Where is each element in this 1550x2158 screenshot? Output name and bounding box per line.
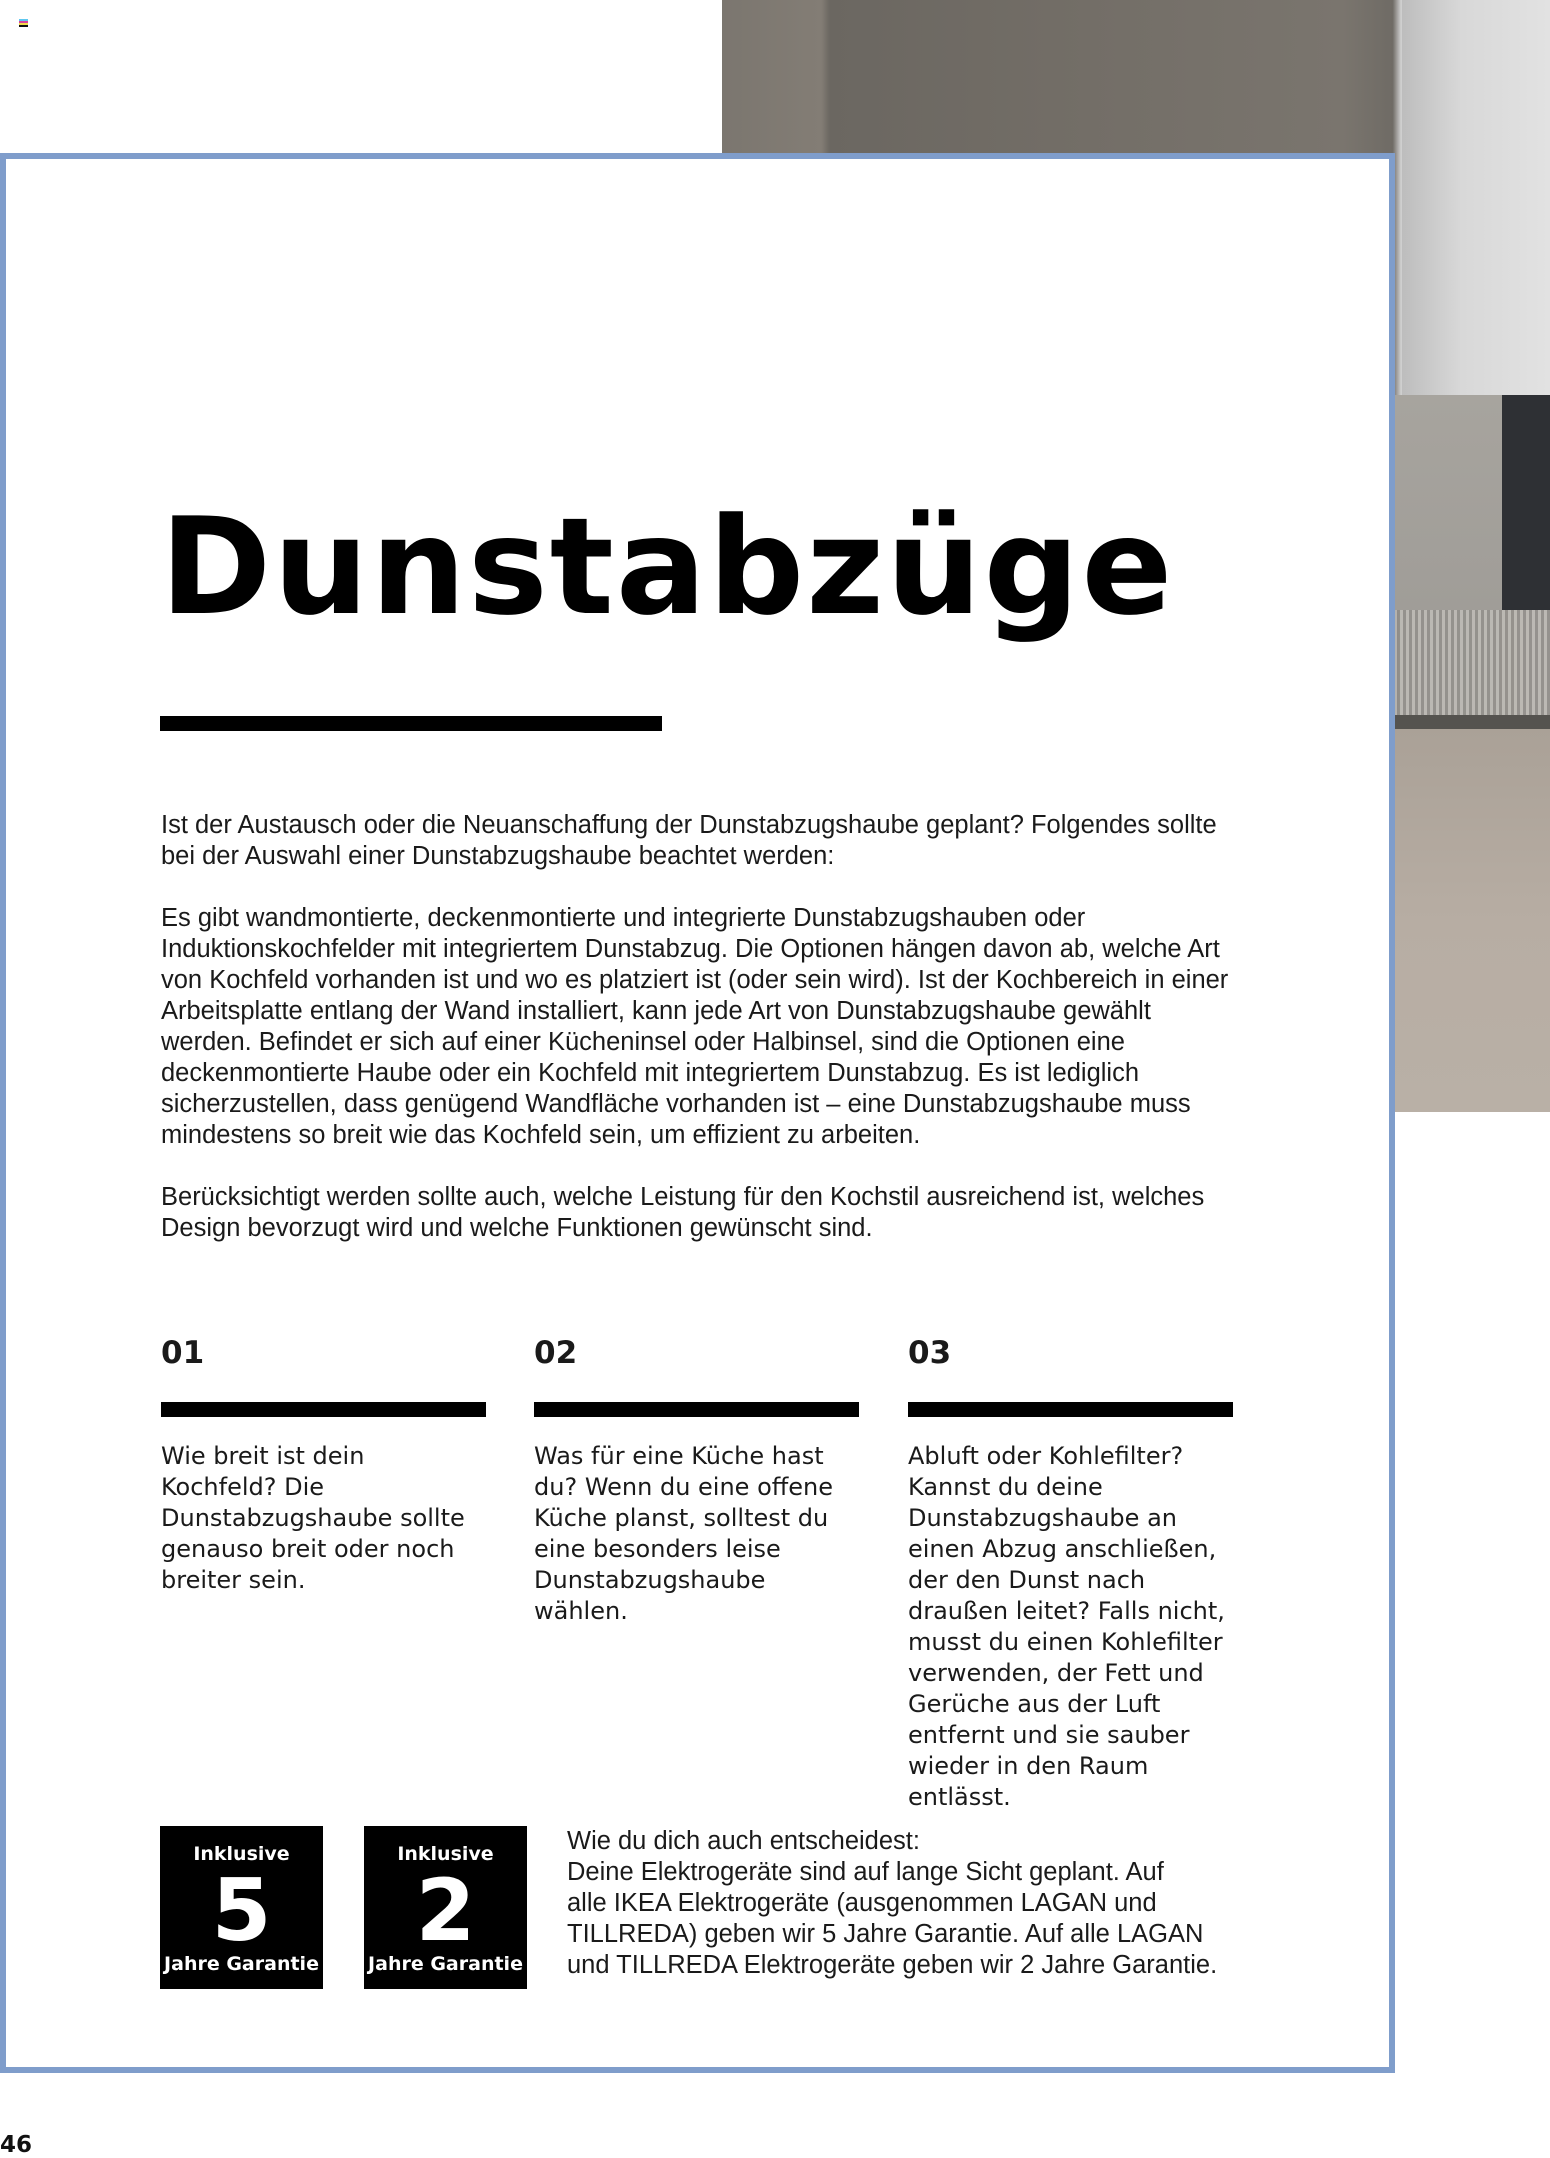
step-number: 03: [908, 1335, 952, 1371]
warranty-line: alle IKEA Elektrogeräte (ausgenommen LAGAN und: [567, 1889, 1157, 1917]
step-text: Was für eine Küche hast du? Wenn du eine offene Küche planst, solltest du eine besonders leise Dunstabzugshaube wählen.: [534, 1442, 834, 1625]
badge-top-label: Inklusive: [397, 1843, 494, 1865]
step-01: [161, 1335, 486, 1596]
photo-wall: [1402, 0, 1550, 400]
title-underline: [160, 716, 662, 731]
step-divider: [534, 1402, 859, 1417]
badge-bottom-label: Jahre Garantie: [368, 1953, 523, 1975]
badge-years: 5: [211, 1861, 272, 1961]
photo-hood-shadow: [1502, 395, 1550, 610]
step-text: Abluft oder Kohlefilter? Kannst du deine Dunstabzugshaube an einen Abzug anschließen, der den Dunst nach draußen leitet? Falls nicht, musst du einen Kohlefilter verwenden, der Fett und Gerüche aus der Luft entfernt und sie sauber wieder in den Raum entlässt.: [908, 1442, 1225, 1811]
step-divider: [908, 1402, 1233, 1417]
intro-text: [161, 810, 1241, 1275]
warranty-line: Deine Elektrogeräte sind auf lange Sicht geplant. Auf: [567, 1858, 1164, 1886]
step-number: 01: [161, 1335, 205, 1371]
intro-paragraph: Ist der Austausch oder die Neuanschaffung der Dunstabzugshaube geplant? Folgendes sollte bei der Auswahl einer Dunstabzugshaube beachtet werden:: [161, 811, 1217, 870]
step-text: Wie breit ist dein Kochfeld? Die Dunstabzugshaube sollte genauso breit oder noch breiter sein.: [161, 1442, 465, 1594]
warranty-line: und TILLREDA Elektrogeräte geben wir 2 Jahre Garantie.: [567, 1951, 1218, 1979]
step-02: [534, 1335, 859, 1627]
print-color-mark-icon: [19, 19, 28, 28]
page-number: 46: [0, 2132, 33, 2158]
page-title: Dunstabzüge: [160, 489, 1175, 645]
steps-section: [161, 1335, 1233, 1811]
step-03: [908, 1335, 1233, 1813]
badge-bottom-label: Jahre Garantie: [164, 1953, 319, 1975]
badge-top-label: Inklusive: [193, 1843, 290, 1865]
warranty-line: Wie du dich auch entscheidest:: [567, 1827, 920, 1855]
warranty-badge-2-years: [364, 1826, 527, 1989]
intro-paragraph: Berücksichtigt werden sollte auch, welche Leistung für den Kochstil ausreichend ist, welches Design bevorzugt wird und welche Funktionen gewünscht sind.: [161, 1183, 1205, 1242]
step-number: 02: [534, 1335, 578, 1371]
intro-paragraph: Es gibt wandmontierte, deckenmontierte und integrierte Dunstabzugshauben oder Induktionskochfelder mit integriertem Dunstabzug. Die Optionen hängen davon ab, welche Art von Kochfeld vorhanden ist und wo es platziert ist (oder sein wird). Ist der Kochbereich in einer Arbeitsplatte entlang der Wand installiert, kann jede Art von Dunstabzugshaube gewählt werden. Befindet er sich auf einer Kücheninsel oder Halbinsel, sind die Optionen eine deckenmontierte Haube oder ein Kochfeld mit integriertem Dunstabzug. Es ist lediglich sicherzustellen, dass genügend Wandfläche vorhanden ist – eine Dunstabzugshaube muss mindestens so breit wie das Kochfeld sein, um effizient zu arbeiten.: [161, 904, 1229, 1149]
warranty-text: [567, 1826, 1267, 1981]
warranty-badge-5-years: [160, 1826, 323, 1989]
badge-years: 2: [415, 1861, 476, 1961]
warranty-line: TILLREDA) geben wir 5 Jahre Garantie. Auf alle LAGAN: [567, 1920, 1204, 1948]
step-divider: [161, 1402, 486, 1417]
